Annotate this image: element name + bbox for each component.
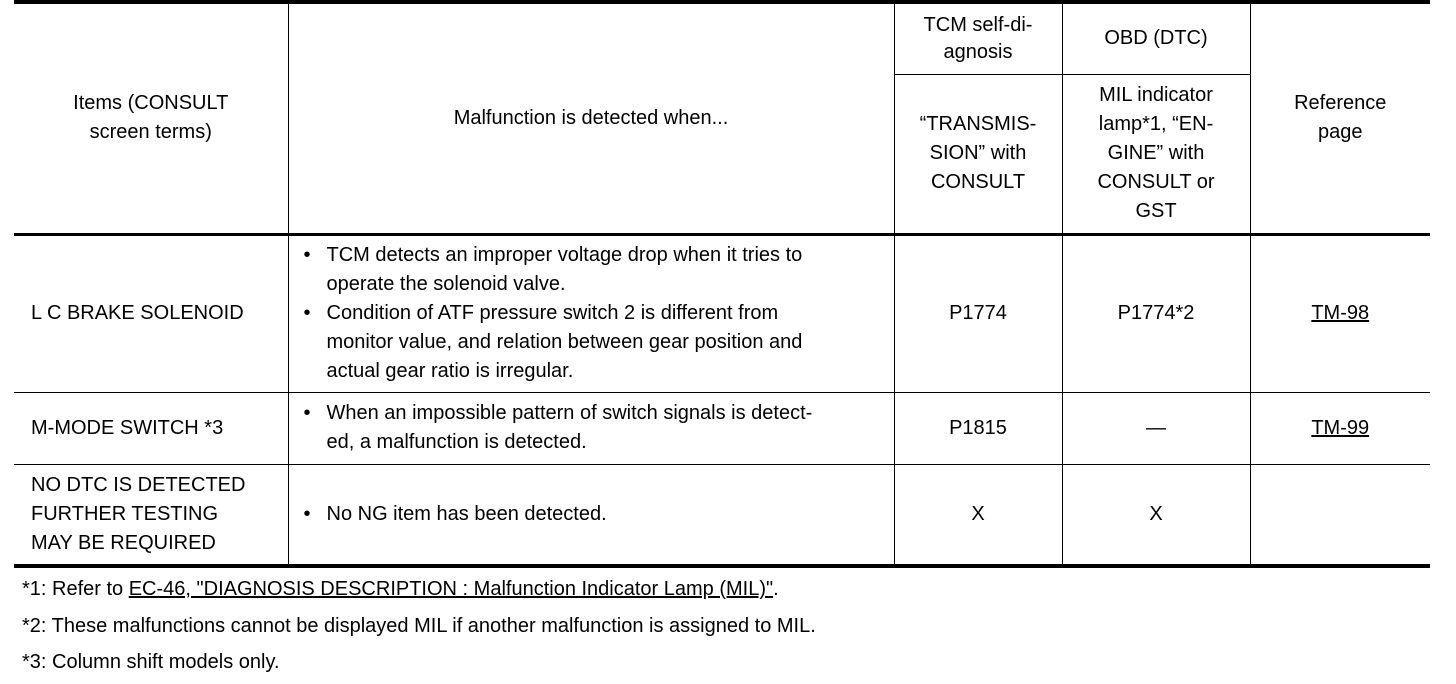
- header-reference: [1250, 2, 1430, 234]
- diagnosis-document: [14, 0, 1430, 684]
- condition-item: [289, 399, 894, 457]
- condition-line: No NG item has been detected.: [326, 502, 607, 525]
- item-name-line: MAY BE REQUIRED: [31, 531, 216, 554]
- header-row-1: [14, 2, 1430, 74]
- header-tcm-group: [894, 2, 1062, 74]
- condition-line: Condition of ATF pressure switch 2 is different from: [326, 302, 779, 324]
- header-items-line2: screen terms): [89, 121, 212, 144]
- reference-cell: [1250, 392, 1430, 464]
- obd-code: —: [1062, 392, 1250, 464]
- header-malfunction: [288, 2, 894, 234]
- footnote-1-prefix: *1: Refer to: [22, 578, 129, 600]
- condition-cell: [288, 234, 894, 392]
- item-cell: [14, 392, 288, 464]
- item-name: M-MODE SWITCH *3: [31, 416, 224, 439]
- header-obd-group: [1062, 2, 1250, 74]
- item-name-line: NO DTC IS DETECTED: [31, 473, 246, 496]
- header-obd-sub-line: GST: [1135, 200, 1177, 222]
- tcm-code: X: [894, 464, 1062, 566]
- header-obd-sub-line: MIL indicator: [1099, 84, 1213, 106]
- reference-link[interactable]: TM-99: [1311, 416, 1370, 439]
- header-tcm-sub: [894, 74, 1062, 234]
- condition-line: actual gear ratio is irregular.: [326, 360, 574, 382]
- table-row: [14, 392, 1430, 464]
- header-malfunction-text: Malfunction is detected when...: [453, 106, 729, 129]
- condition-item: [289, 241, 894, 299]
- table-row: [14, 464, 1430, 566]
- condition-line: When an impossible pattern of switch signals is detect-: [326, 402, 813, 424]
- footnote-1-link[interactable]: EC-46, "DIAGNOSIS DESCRIPTION : Malfunction Indicator Lamp (MIL)": [128, 578, 774, 600]
- footnote-1-suffix: .: [773, 578, 779, 600]
- condition-list: [289, 399, 894, 457]
- condition-item: [289, 500, 894, 529]
- header-items-line1: Items (CONSULT: [73, 92, 229, 115]
- condition-cell: [288, 464, 894, 566]
- tcm-code: P1815: [894, 392, 1062, 464]
- item-cell: [14, 464, 288, 566]
- condition-line: ed, a malfunction is detected.: [326, 431, 587, 453]
- header-tcm-sub-line: CONSULT: [930, 171, 1026, 193]
- header-obd-text: OBD (DTC): [1104, 27, 1208, 50]
- header-reference-line1: Reference: [1294, 92, 1387, 115]
- reference-cell: [1250, 464, 1430, 566]
- condition-item: [289, 299, 894, 386]
- table-row: [14, 234, 1430, 392]
- bullet-icon: •: [303, 244, 311, 266]
- header-tcm-sub-line: “TRANSMIS-: [919, 113, 1037, 135]
- footnote-2: *2: These malfunctions cannot be displayed MIL if another malfunction is assigned to MIL.: [22, 614, 816, 637]
- header-obd-sub: [1062, 74, 1250, 234]
- bullet-icon: •: [303, 502, 311, 525]
- item-name: L C BRAKE SOLENOID: [31, 302, 244, 324]
- bullet-icon: •: [303, 302, 311, 324]
- item-name-line: FURTHER TESTING: [31, 502, 219, 525]
- condition-cell: [288, 392, 894, 464]
- condition-line: TCM detects an improper voltage drop when it tries to: [326, 244, 803, 266]
- footnotes: [14, 574, 1430, 684]
- footnote-3: *3: Column shift models only.: [22, 651, 280, 673]
- header-tcm-line1: TCM self-di-: [923, 13, 1033, 36]
- condition-line: monitor value, and relation between gear position and: [326, 331, 803, 353]
- footnote-1: [14, 574, 1430, 611]
- condition-list: [289, 241, 894, 386]
- header-obd-sub-line: GINE” with: [1107, 142, 1205, 164]
- obd-code: X: [1062, 464, 1250, 566]
- obd-code: P1774*2: [1062, 234, 1250, 392]
- bullet-icon: •: [303, 402, 311, 424]
- condition-line: operate the solenoid valve.: [326, 273, 566, 295]
- dtc-table: [14, 0, 1430, 568]
- tcm-code: P1774: [894, 234, 1062, 392]
- header-obd-sub-line: CONSULT or: [1097, 171, 1215, 193]
- header-tcm-line2: agnosis: [943, 40, 1013, 63]
- reference-cell: [1250, 234, 1430, 392]
- condition-list: [289, 500, 894, 529]
- header-reference-line2: page: [1318, 121, 1363, 144]
- header-tcm-sub-line: SION” with: [929, 142, 1027, 164]
- item-cell: [14, 234, 288, 392]
- header-obd-sub-line: lamp*1, “EN-: [1098, 113, 1214, 135]
- reference-link[interactable]: TM-98: [1311, 302, 1370, 324]
- header-items: [14, 2, 288, 234]
